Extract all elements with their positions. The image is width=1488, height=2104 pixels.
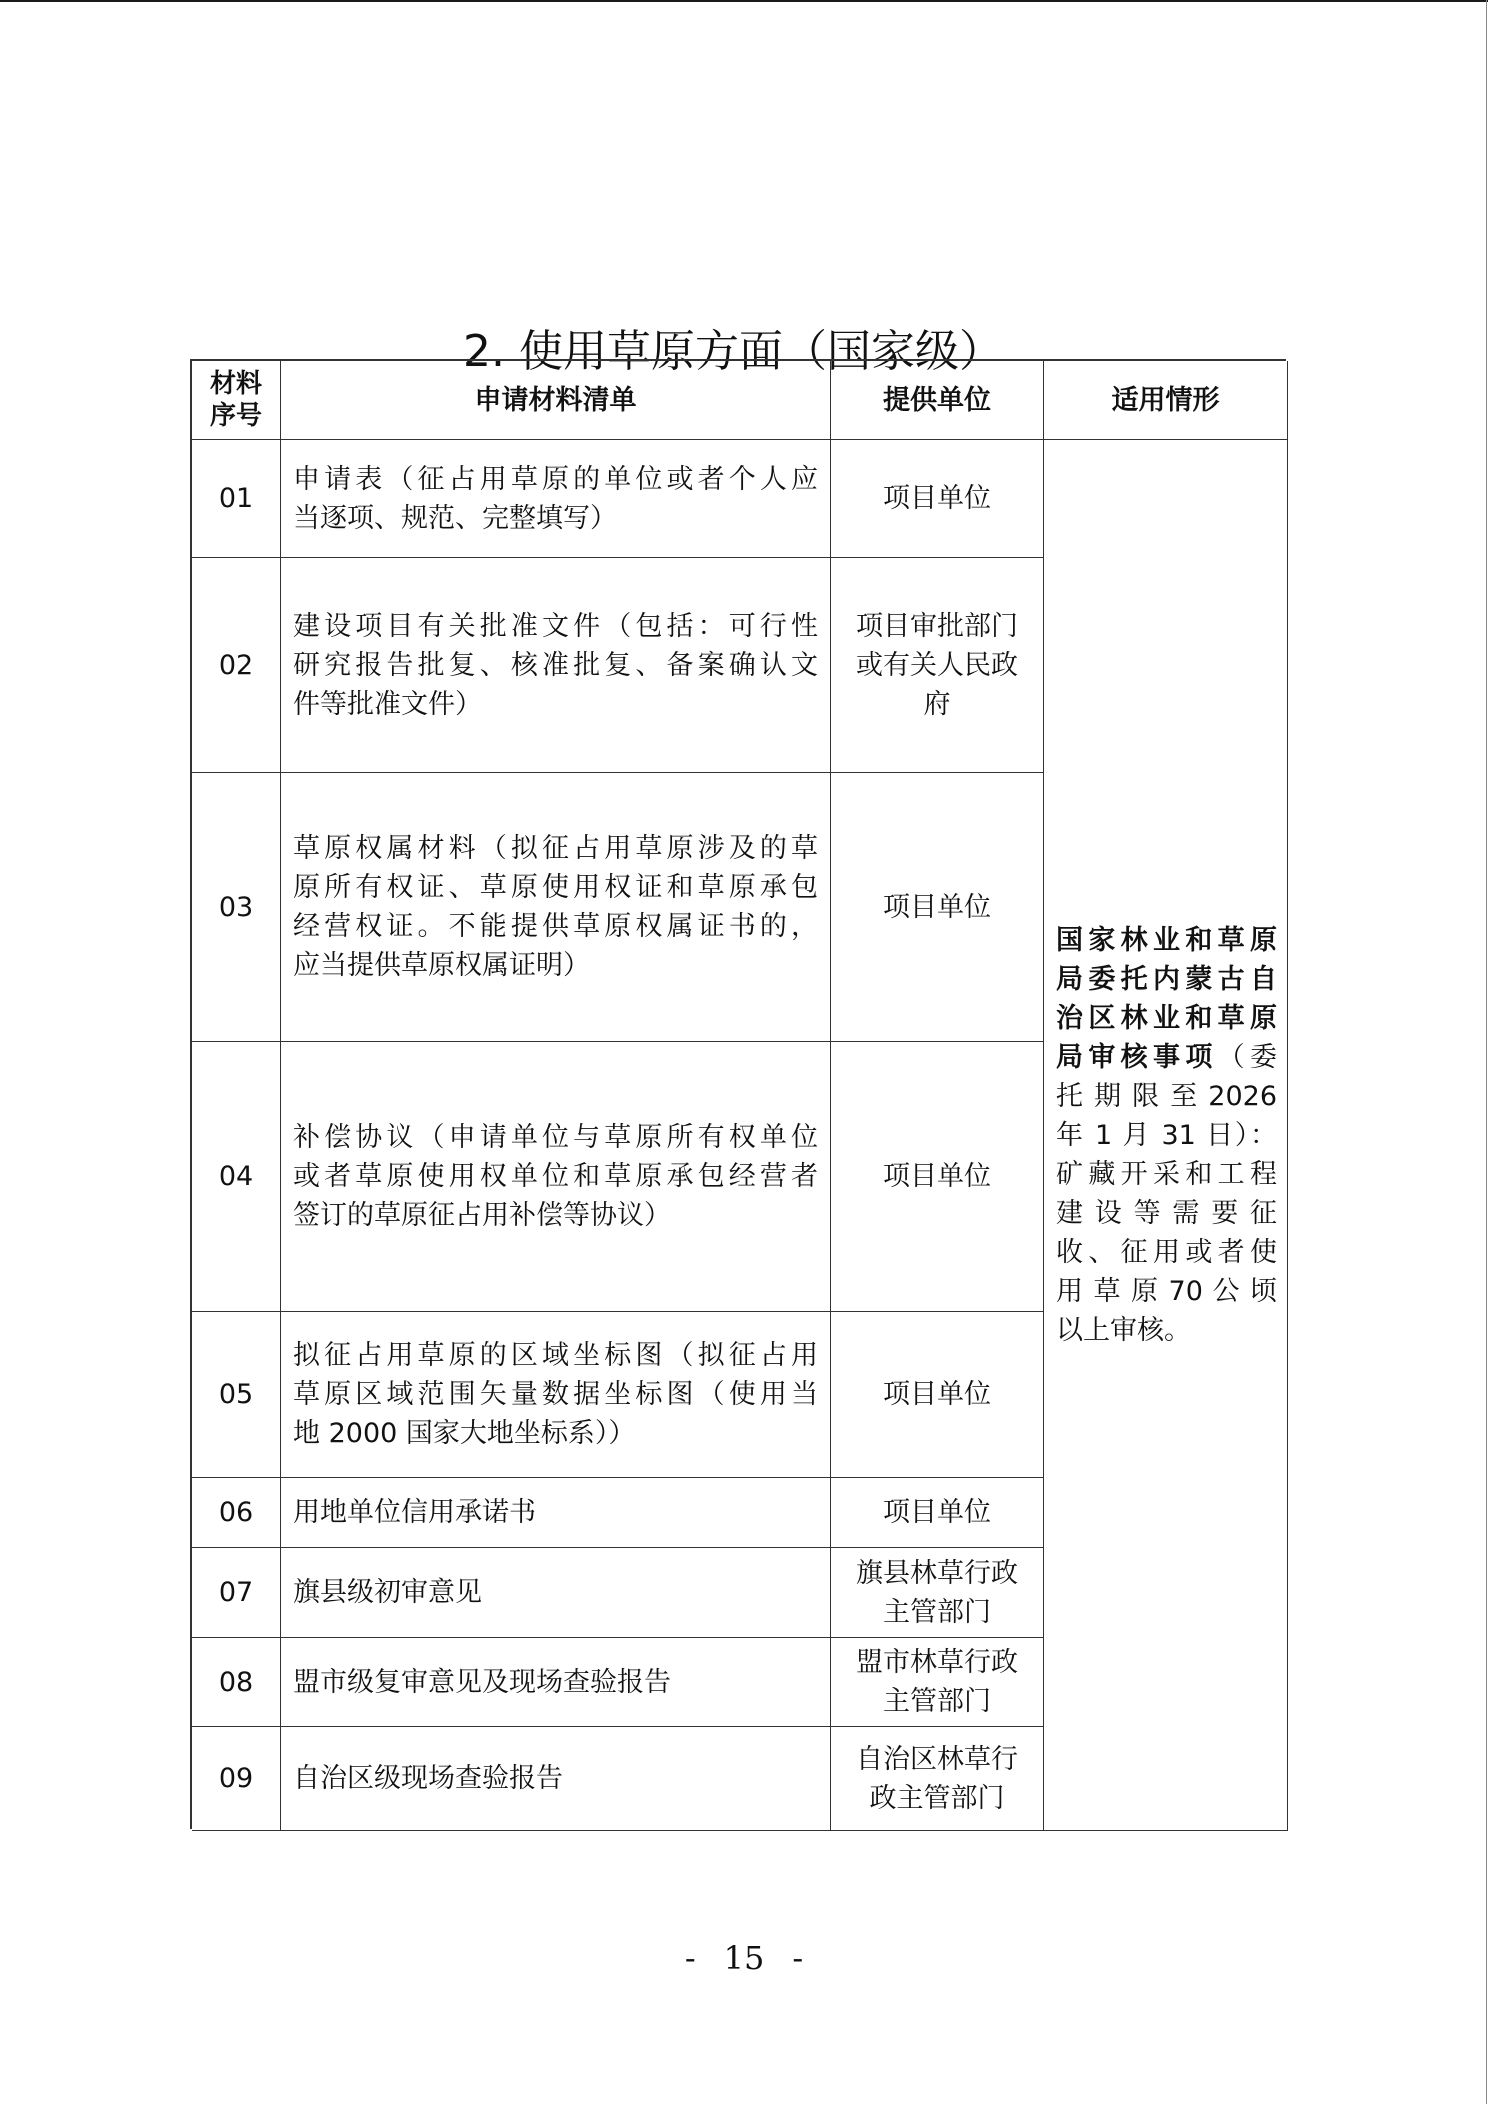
row-number: 01 <box>192 440 281 558</box>
material-item-line: 当逐项、规范、完整填写） <box>293 502 617 534</box>
scope-line: 治区林业和草原 <box>1056 1002 1277 1034</box>
provider-unit-line: 项目单位 <box>883 1379 991 1410</box>
scope-normal-text: （委 <box>1217 1041 1278 1073</box>
material-item-line: 草原权属材料（拟征占用草原涉及的草 <box>293 833 818 864</box>
material-item-line: 签订的草原征占用补偿等协议） <box>293 1200 671 1231</box>
header-seq-line1: 材料 <box>209 369 262 399</box>
material-item-line: 地 2000 国家大地坐标系）） <box>293 1418 636 1449</box>
material-item <box>281 773 831 1042</box>
page-number <box>0 1936 1488 1980</box>
material-item <box>281 558 831 773</box>
provider-unit-line: 项目单位 <box>883 1161 991 1192</box>
header-seq <box>192 361 281 440</box>
page-dash-right: - <box>792 1939 804 1977</box>
scope-line: 矿藏开采和工程 <box>1056 1158 1277 1190</box>
provider-unit-line: 旗县林草行政 <box>856 1557 1018 1589</box>
material-item <box>281 1638 831 1727</box>
material-item-line: 用地单位信用承诺书 <box>293 1497 536 1528</box>
provider-unit <box>831 1478 1044 1548</box>
row-number: 02 <box>192 558 281 773</box>
provider-unit <box>831 1638 1044 1727</box>
material-item <box>281 1727 831 1831</box>
material-item-line: 旗县级初审意见 <box>293 1577 482 1608</box>
provider-unit-line: 盟市林草行政 <box>856 1647 1018 1678</box>
page-number-value: 15 <box>723 1939 765 1977</box>
scope-line: 年 1 月 31 日）： <box>1056 1119 1277 1151</box>
right-border-line <box>1486 0 1487 2104</box>
material-item-line: 拟征占用草原的区域坐标图（拟征占用 <box>293 1340 818 1371</box>
header-seq-line2: 序号 <box>209 401 262 431</box>
material-item-line: 件等批准文件） <box>293 688 482 720</box>
scope-bold-text: 局审核事项 <box>1056 1041 1218 1073</box>
provider-unit <box>831 1312 1044 1478</box>
material-item-line: 草原区域范围矢量数据坐标图（使用当 <box>293 1379 818 1410</box>
scope-line: 以上审核。 <box>1056 1314 1191 1346</box>
scope-line: 建 设 等 需 要 征 <box>1056 1197 1277 1229</box>
materials-table <box>190 359 1286 1829</box>
top-border-line <box>0 0 1488 2</box>
material-item <box>281 1042 831 1312</box>
header-scope: 适用情形 <box>1044 361 1288 440</box>
provider-unit-line: 主管部门 <box>883 1686 991 1717</box>
provider-unit <box>831 440 1044 558</box>
row-number: 05 <box>192 1312 281 1478</box>
scope-line: 收、征用或者使 <box>1056 1236 1277 1268</box>
header-provider: 提供单位 <box>831 361 1044 440</box>
scope-line: 用 草 原 70 公 顷 <box>1056 1275 1277 1307</box>
row-number: 03 <box>192 773 281 1042</box>
provider-unit-line: 项目单位 <box>883 1497 991 1528</box>
scope-line: 局委托内蒙古自 <box>1056 963 1277 995</box>
row-number: 07 <box>192 1548 281 1638</box>
provider-unit <box>831 1548 1044 1638</box>
provider-unit-line: 府 <box>923 688 951 720</box>
provider-unit-line: 主管部门 <box>883 1596 991 1628</box>
page-title: 2. 使用草原方面（国家级） <box>463 326 1003 378</box>
material-item <box>281 440 831 558</box>
row-number: 04 <box>192 1042 281 1312</box>
provider-unit-line: 或有关人民政 <box>856 649 1018 681</box>
provider-unit-line: 自治区林草行 <box>856 1743 1018 1775</box>
material-item-line: 原所有权证、草原使用权证和草原承包 <box>293 872 818 903</box>
row-number: 09 <box>192 1727 281 1831</box>
provider-unit-line: 项目审批部门 <box>856 610 1018 642</box>
material-item <box>281 1312 831 1478</box>
material-item <box>281 1478 831 1548</box>
material-item-line: 应当提供草原权属证明） <box>293 950 590 981</box>
material-item-line: 研究报告批复、核准批复、备案确认文 <box>293 649 818 681</box>
material-item-line: 盟市级复审意见及现场查验报告 <box>293 1666 671 1698</box>
provider-unit-line: 项目单位 <box>883 483 991 514</box>
scope-cell <box>1044 440 1288 1831</box>
material-item-line: 申请表（征占用草原的单位或者个人应 <box>293 463 818 495</box>
provider-unit-line: 项目单位 <box>883 891 991 923</box>
scope-line <box>1056 1038 1277 1077</box>
provider-unit <box>831 773 1044 1042</box>
scope-line: 国家林业和草原 <box>1056 924 1277 956</box>
scope-line: 托 期 限 至 2026 <box>1056 1080 1277 1112</box>
provider-unit <box>831 1727 1044 1831</box>
material-item-line: 经营权证。不能提供草原权属证书的， <box>293 911 818 942</box>
page-dash-left: - <box>684 1939 696 1977</box>
row-number: 06 <box>192 1478 281 1548</box>
provider-unit <box>831 558 1044 773</box>
provider-unit-line: 政主管部门 <box>869 1782 1005 1814</box>
provider-unit <box>831 1042 1044 1312</box>
material-item-line: 自治区级现场查验报告 <box>293 1763 563 1794</box>
material-item-line: 或者草原使用权单位和草原承包经营者 <box>293 1161 818 1192</box>
material-item-line: 建设项目有关批准文件（包括：可行性 <box>293 610 818 642</box>
header-list: 申请材料清单 <box>281 361 831 440</box>
material-item-line: 补偿协议（申请单位与草原所有权单位 <box>293 1122 818 1153</box>
row-number: 08 <box>192 1638 281 1727</box>
material-item <box>281 1548 831 1638</box>
